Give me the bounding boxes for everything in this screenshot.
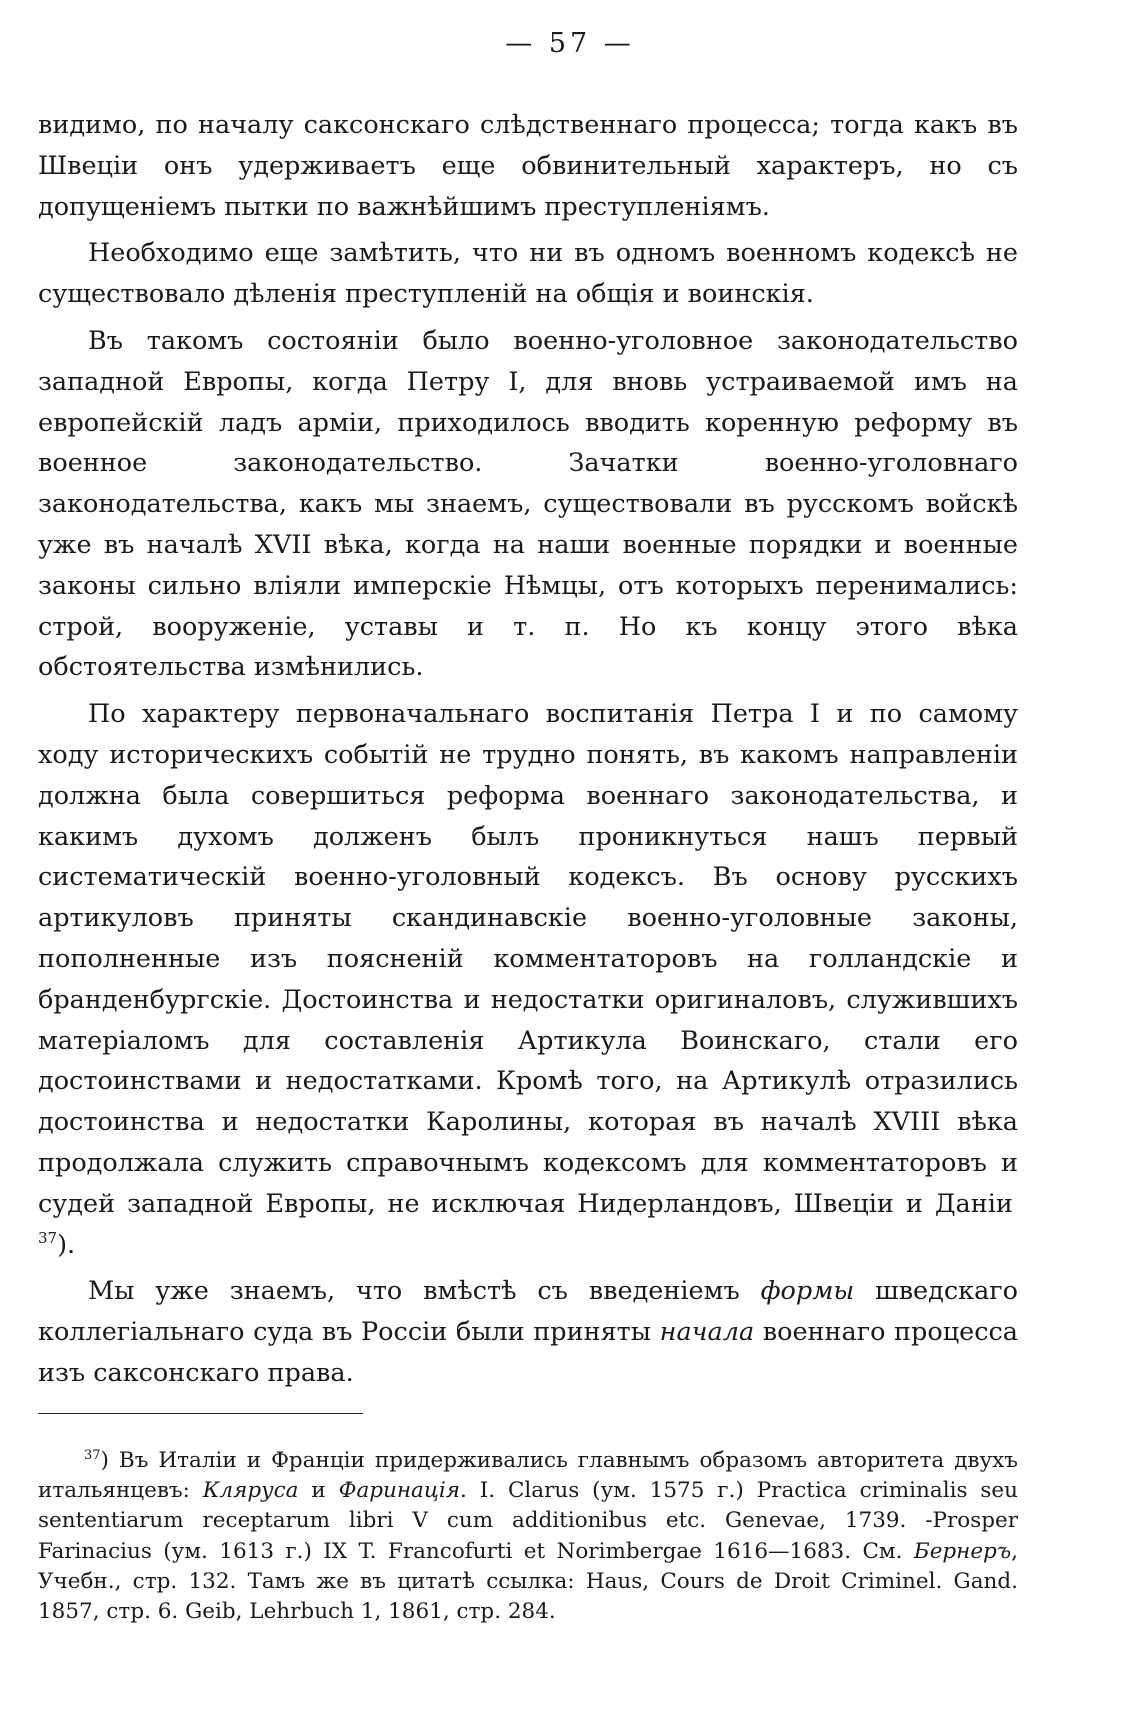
paragraph-5-text-b: шведскаго коллегіальнаго суда въ Россіи были приняты — [38, 1276, 1018, 1348]
paragraph-2 — [38, 233, 1018, 315]
footnote-marker: 37 — [84, 1448, 101, 1463]
footnote-37 — [38, 1446, 1018, 1627]
paragraph-5-text-a: Мы уже знаемъ, что вмѣстѣ съ введеніемъ — [88, 1276, 761, 1307]
paragraph-1-text: видимо, по началу саксонскаго слѣдственнаго процесса; тогда какъ въ Швеціи онъ удерживаетъ еще обвинительный характеръ, но съ допущеніемъ пытки по важнѣйшимъ преступленіямъ. — [38, 110, 1018, 222]
main-text — [38, 105, 1018, 1400]
footnote-italic-berner: Бернеръ — [913, 1538, 1012, 1564]
italic-term-nachala: начала — [659, 1317, 755, 1348]
page-number: — 57 — — [505, 28, 635, 59]
footnote-divider — [38, 1413, 363, 1414]
footnote-paragraph — [38, 1446, 1018, 1627]
footnote-text-3: . I. Clarus (ум. 1575 г.) Practica criminalis seu sententiarum receptarum libri V cum additionibus etc. Genevae, 1739. -Prosper Farinacius (ум. 1613 г.) IX T. Francofurti et Norimbergae 1616—1683. См. — [38, 1478, 1019, 1564]
paragraph-5-text-c: военнаго процесса изъ саксонскаго права. — [38, 1317, 1018, 1388]
paragraph-4-text: По характеру первоначальнаго воспитанія Петра I и по самому ходу историческихъ событій не трудно понять, въ какомъ направленіи должна была совершиться реформа военнаго законодательства, и какимъ духомъ долженъ былъ проникнуться нашъ первый систематическій военно-уголовный кодексъ. Въ основу русскихъ артикуловъ приняты скандинавскіе военно-уголовные законы, пополненные изъ поясненій комментаторовъ на голландскіе и бранденбургскіе. Достоинства и недостатки оригиналовъ, служившихъ матеріаломъ для составленія Артикула Воинскаго, стали его достоинствами и недостатками. Кромѣ того, на Артикулѣ отразились достоинства и недостатки Каролины, которая въ началѣ XVIII вѣка продолжала служить справочнымъ кодексомъ для комментаторовъ и судей западной Европы, не исключая Нидерландовъ, Швеціи и Даніи — [38, 699, 1018, 1219]
paragraph-4 — [38, 694, 1018, 1265]
paragraph-2-text: Необходимо еще замѣтить, что ни въ одномъ военномъ кодексѣ не существовало дѣленія преступленій на общія и воинскія. — [38, 238, 1018, 310]
footnote-text-1: ) Въ Италіи и Франціи придерживались главнымъ образомъ авторитета двухъ итальянцевъ: — [38, 1448, 1018, 1504]
paragraph-1 — [38, 105, 1018, 227]
footnote-text-4: , Учебн., стр. 132. Тамъ же въ цитатѣ ссылка: Haus, Cours de Droit Criminel. Gand. 1857, стр. 6. Geib, Lehrbuch 1, 1861, стр. 284. — [38, 1538, 1018, 1625]
footnote-text-2: и — [298, 1478, 339, 1504]
footnote-italic-farinaciya: Фаринацiя — [338, 1478, 460, 1504]
italic-term-formy: формы — [760, 1276, 855, 1307]
paragraph-3-text: Въ такомъ состояніи было военно-уголовное законодательство западной Европы, когда Петру I, для вновь устраиваемой имъ на европейскій ладъ арміи, приходилось вводить коренную реформу въ военное законодательство. Зачатки военно-уголовнаго законодательства, какъ мы знаемъ, существовали въ русскомъ войскѣ уже въ началѣ XVII вѣка, когда на наши военные порядки и военные законы сильно вліяли имперскіе Нѣмцы, отъ которыхъ перенимались: строй, вооруженіе, уставы и т. п. Но къ концу этого вѣка обстоятельства измѣнились. — [38, 325, 1018, 683]
footnote-italic-klyarusa: Кляруса — [202, 1478, 299, 1504]
paragraph-3 — [38, 321, 1018, 688]
paragraph-4-tail: ). — [57, 1229, 76, 1260]
paragraph-5 — [38, 1271, 1018, 1393]
footnote-reference[interactable]: 37 — [38, 1228, 58, 1247]
